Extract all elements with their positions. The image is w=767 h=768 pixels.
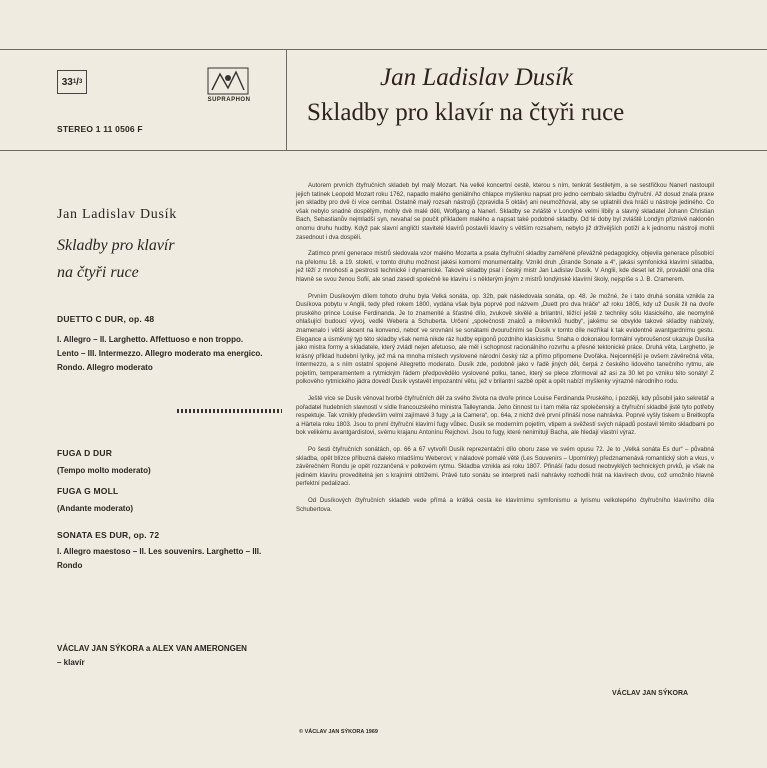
work-movements: (Tempo molto moderato)	[57, 466, 151, 475]
work-movements: I. Allegro – II. Larghetto. Affettuoso e non troppo. Lento – III. Intermezzo. Allegro moderato ma energico. Rondo. Allegro moderato	[57, 335, 263, 372]
top-rule	[0, 49, 767, 50]
paragraph: Od Dusíkových čtyřručních skladeb vede přímá a krátká cesta ke klavírnímu symfonismu a lyrismu velkolepého čtyřručního klavírního díla Schubertova.	[296, 497, 714, 513]
work-title: FUGA G MOLL	[57, 486, 119, 496]
author-signature: VÁCLAV JAN SÝKORA	[612, 690, 689, 697]
supraphon-logo-icon	[198, 66, 258, 96]
header-title: Skladby pro klavír na čtyři ruce	[307, 99, 625, 126]
ornament-divider	[177, 409, 282, 413]
copyright-notice: © VÁCLAV JAN SÝKORA 1969	[299, 729, 378, 735]
header-composer: Jan Ladislav Dusík	[380, 64, 574, 91]
performers: VÁCLAV JAN SÝKORA a ALEX VAN AMERONGEN – klavír	[57, 644, 247, 667]
speed-badge: 33 1 / 3	[57, 70, 87, 94]
header-divider	[286, 49, 287, 151]
work-movements: I. Allegro maestoso – II. Les souvenirs. Larghetto – III. Rondo	[57, 547, 262, 570]
work-title: FUGA D DUR	[57, 448, 113, 458]
paragraph: Ještě více se Dusík věnoval tvorbě čtyřručních děl za svého života na dvoře prince Louise Ferdinanda Pruského, i později, kdy působil jako sekretář a pořadatel hudebních slavností v sídle francouzského ministra Talleyranda. Jeho činnost tu i tam měla ráz společenský a čtyřruční skladbě jistě tyto potřeby respektuje. Tak vznikly především velmi zajímavé 3 fugy „a la Camera“, op. 64a, z nichž dvě první přináší nose nahrávka. Poprvé vyšly tiskem u Breitkopfa a Härtela roku 1803. Jsou to první čtyřruční klavírní fugy vůbec. Dusík se moderním pojetím, vtipem a svěžestí svých nápadů postavil těmito skladbami po bok velikému avantgardistovi, svému krajanu Antonínu Rejchovi. Jsou to fugy, které nenimitují Bacha, ale hledají vlastní výraz.	[296, 395, 714, 437]
work-title: SONATA ES DUR, op. 72	[57, 530, 160, 540]
left-title: Skladby pro klavír na čtyři ruce	[57, 237, 175, 281]
label-brand: SUPRAPHON	[207, 97, 251, 103]
paragraph: Zatímco první generace mistrů sledovala vzor malého Mozarta a psala čtyřruční skladby zaměřené převážně pedagogicky, objevila generace působící na přelomu 18. a 19. století, v tomto druhu možnost jakési komorní monumentality. Vznikl druh „Grande Sonate a 4“, jakási symfonická klavírní skladba, jež těží z mnohosti a pestrosti technické i dynamické. Takové skladby psal i český mistr Jan Ladislav Dusík. V Anglii, kde deset let žil, prováděl ona díla hlavně se svou ženou Sofií, ale snad zasedl společně ke klavíru i s některým jiným z mistrů londýnské klavírní školy, nejspíše s J. B. Cramerem.	[296, 250, 714, 283]
work-movements: (Andante moderato)	[57, 504, 133, 513]
header-bottom-rule	[0, 150, 767, 151]
paragraph: Po šesti čtyřručních sonátách, op. 66 a 67 vytvořil Dusík reprezentační dílo oboru zase ve svém opusu 72. Je to „Velká sonáta Es dur“ – půvabná skladba, opět blízce příbuzná daleko mladšímu Weberovi; v náladové pomalé větě (Les Souvenirs – Upomínky) předznamenává romantický sloh a vkus, v závěrečném Rondu je opět rozzančená v polkovém rytmu. Skladba vznikla asi roku 1807. Přináší řadu dosud neobvyklých technických prvků, je však na jediném klavíru proveditelná jen s krajními obtížemi. Právě tuto sonátu se interpreti naší nahrávky rozhodli hrát na klavírech dvou, což umožnilo hlavně perfektní pedalizaci.	[296, 446, 714, 488]
liner-notes	[296, 182, 714, 522]
paragraph: Prvním Dusíkovým dílem tohoto druhu byla Velká sonáta, op. 32b, pak následovala sonáta, op. 48. Je možné, že i tato druhá sonáta vznikla za Dusíkova pobytu v Anglii, tedy před rokem 1800, vydána však byla poprvé pod názvem „Duett pro dva hráče“ až roku 1805, kdy už Dusík žil na dvoře pruského prince Louise Ferdinanda. Je to znamenité a šťastné dílo, zvukově skvělé a brilantní, těžící ještě z techniky sólu klasického, ale neomylně ohlašující budoucí vývoj, vedlé Webera a Schuberta. Určení „společnosti znalců a milovníků hudby“, jakému se obvykle takové skladby nabízely, znamenalo i větší akcent na konvenci, neboť ve srovnání se sonátami dvouručními se Dusík v tomto díle nezříkal k tak evidentně avantgardnímu gestu. Elegance a úsměvný typ této skladby však nemá nikde ráz hudby epigonů pozdního klasicismu. Snaha o dokonalou formální vybroušenost ukazuje Dusíka jako mistra formy a skladatele, který zvládl nejen afetuoso, ale měl i schopnost racionálního rozvrhu a přesné tektonické práce. Druhá věta, Larghetto, je krásný příklad hudební lyriky, jež má na mnoha místech vyslovené národní český ráz a přímo připomene Dvořáka. Nejcennější je ovšem závěrečná věta, Intermezzo, a s ním ostatní spojené Allegretto moderato. Dusík zde, podobně jako v řadě jiných děl, čerpá z českého lidového tanečního rytmu, ale pojetím, temperamentem a rytmickým řádem předpovědělo vyslovené polku, tanec, který se plece zformoval až asi za 30 let po vzniku této sonáty! Z polkového rytmického jádra dovedl Dusík vystavět impozantní větu, jež v brilantní sazbě opět a opět nabízí myšlenky výrazně národního rodu.	[296, 292, 714, 386]
left-composer: Jan Ladislav Dusík	[57, 207, 177, 222]
catalog-number: STEREO 1 11 0506 F	[57, 124, 143, 134]
work-title: DUETTO C DUR, op. 48	[57, 314, 155, 324]
paragraph: Autorem prvních čtyřručních skladeb byl malý Mozart. Na velké koncertní cestě, kterou s ním, tenkrát šestiletým, a se sestřičkou Nanerl nastoupil jejich tatínek Leopold Mozart roku 1762, napadlo malého geniálního chlapce myšlenku napsat pro jedno cembalo skladbu čtyřruční. Až dosud znala praxe jen skladby pro dvě či více cembal. Ostatně malý rozsah nástrojů (zpravidla 5 oktáv) ani neumožňoval, aby se uplatnili dva hráči u nástroje jediného. Co však nebylo snadné dospělým, mohly dvě malé děti, Wolfgang a Nanerl. Skladby se zvláště v Londýně velmi líbily a slavný skladatel Johann Christian Bach, Sebastianův nejmladší syn, nevahal se poučit příkladem malého a napsat také podobné skladby. Od té doby byl zvláště Londýn příznivě nakloněn onomu druhu hudby. Když pak slavní angličtí stavitelé klavírů postavili klavíry s větším rozsahem, nebylo již drživějších potíží a k jednomu nástroji mohli zasednout i dva dospělí.	[296, 182, 714, 241]
